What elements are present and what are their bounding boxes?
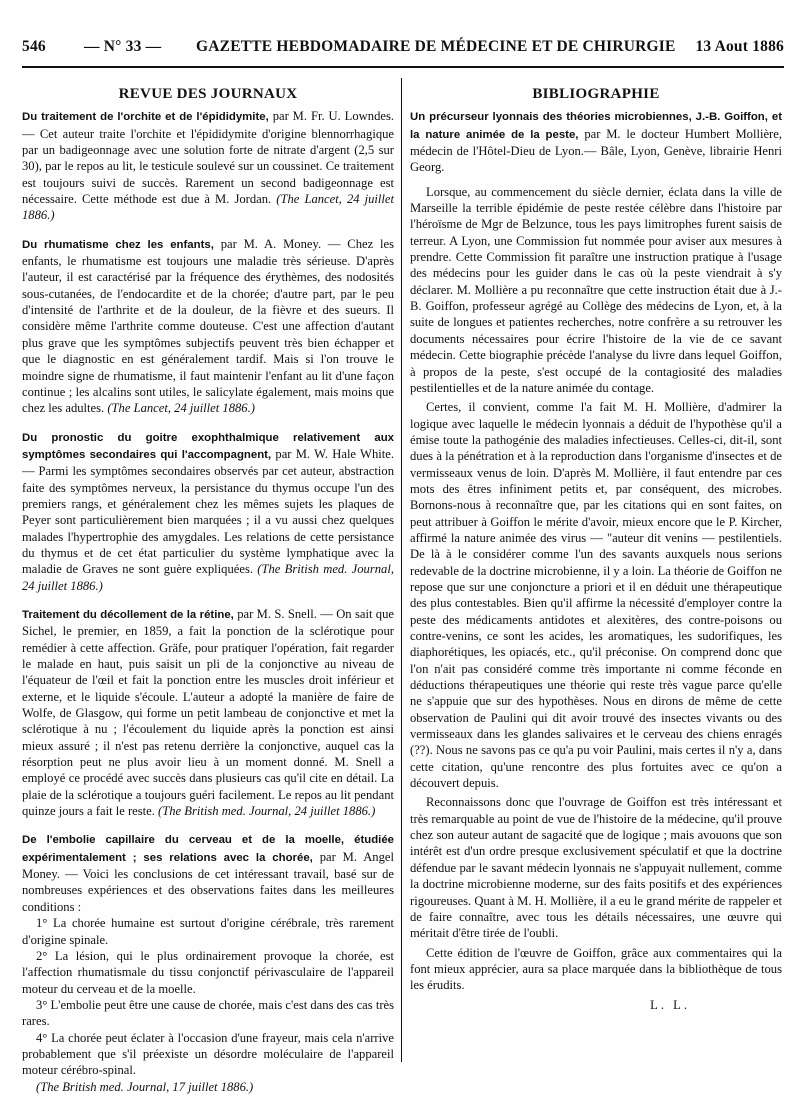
review-paragraph: Reconnaissons donc que l'ouvrage de Goiffon est très intéressant et très remarquable au point de vue de l'histoire de la médecine, qu'il prouve chez son auteur autant de sagacité que de logique ; mais avouons que son intérêt est d'un ordre presque exclusivement spéculatif et que la doctrine défendue par le savant médecin lyonnais ne s'appuyait nullement, comme la doctrine microbienne moderne, sur des faits positifs et des expériences rigoureuses. Quant à M. H. Mollière, il a eu le grand mérite de rappeler et de faire connaître, avec tous les détails nécessaires, une œuvre qui méritait d'être tirée de l'oubli. (410, 795, 782, 941)
list-item: 3° L'embolie peut être une cause de chorée, mais c'est dans des cas très rares. (22, 997, 394, 1029)
journal-title: GAZETTE HEBDOMADAIRE DE MÉDECINE ET DE CHIRURGIE (196, 38, 676, 55)
article-embolie (22, 831, 394, 1095)
article-byline: par M. A. Money. (220, 236, 322, 251)
article-citation: (The British med. Journal, 17 juillet 1886.) (36, 1079, 254, 1094)
review-paragraph: Cette édition de l'œuvre de Goiffon, grâce aux commentaires qui la font mieux apprécier, aura sa place marquée dans la bibliothèque de tous les érudits. (410, 945, 782, 993)
article-goitre (22, 429, 394, 594)
header-rule (22, 66, 784, 68)
issue-number: — N° 33 — (84, 38, 162, 55)
article-byline: par M. W. Hale White. (275, 446, 394, 461)
article-heading: Du rhumatisme chez les enfants, (22, 238, 214, 251)
article-body: — Voici les conclusions de cet intéressant travail, basé sur de nombreuses expériences et des observations faites dans les meilleures conditions : (22, 867, 394, 914)
issue-date: 13 Aout 1886 (695, 38, 784, 55)
article-heading: Traitement du décollement de la rétine, (22, 608, 234, 621)
book-author: par M. le docteur Humbert Mollière, médecin de l'Hôtel-Dieu de Lyon.— Bâle, Lyon, Genève, librairie Henri Georg. (410, 126, 782, 175)
article-heading: Du pronostic du goitre exophthalmique relativement aux symptômes secondaires qui l'accompagnent, (22, 431, 394, 461)
article-citation: (The Lancet, 24 juillet 1886.) (22, 192, 394, 223)
article-byline: par M. S. Snell. (237, 606, 317, 621)
article-heading: De l'embolie capillaire du cerveau et de la moelle, étudiée expérimentalement ; ses relations avec la chorée, (22, 834, 394, 864)
section-title-bibliographie: BIBLIOGRAPHIE (532, 86, 660, 102)
article-body: — Parmi les symptômes secondaires observés par cet auteur, abstraction faite des symptômes nerveux, la persistance du thymus occupe l'un des premiers rangs, et généralement chez les mêmes sujets les plaques de Peyer sont particulièrement bien marquées ; il a vu aussi chez quelques malades l'hypertrophie des amygdales. Les relations de cette persistance du thymus et de cet état particulier du système lymphatique avec la maladie de Graves ne sont guère expliquées. (22, 464, 394, 577)
article-rhumatisme (22, 236, 394, 417)
left-column (22, 86, 394, 1107)
conclusions-list (22, 915, 394, 1095)
article-body: — On sait que Sichel, le premier, en 1859, a fait la ponction de la sclérotique pour remédier à cette affection. Gräfe, pour pratiquer l'opération, fait regarder le malade en haut, puis saisit un pli de la conjonctive au niveau de l'équateur de l'œil et fait la ponction entre les muscles droit inférieur et externe, et le liquide s'écoule. L'auteur a adopté la manière de faire de Wolfe, de Glasgow, qui forme un petit lambeau de conjonctive et met la sclérotique à nu ; l'écoulement du liquide après la ponction est ainsi mieux assuré ; il n'est pas retenu derrière la conjonctive, auquel cas la résorption peut ne plus avoir lieu à un moment donné. M. Snell a employé ce procédé avec succès dans plusieurs cas qu'il cite en détail. La plaie de la sclérotique a toujours guéri facilement. Le repos au lit pendant quinze jours a fait le reste. (22, 606, 394, 819)
article-heading: Du traitement de l'orchite et de l'épididymite, (22, 111, 269, 124)
list-item: 1° La chorée humaine est surtout d'origine cérébrale, très rarement d'origine spinale. (22, 916, 394, 947)
article-citation: (The Lancet, 24 juillet 1886.) (107, 401, 255, 416)
article-body: — Cet auteur traite l'orchite et l'épididymite d'origine blennorrhagique par un badigeonnage avec une solution forte de nitrate d'argent (2,5 sur 30), par le repos au lit, le testicule soulevé sur un coussinet. Ce traitement est toujours suivi de succès. Rarement un second badigeonnage est nécessaire. Cette méthode est due à M. Jordan. (22, 126, 394, 207)
article-citation: (The British med. Journal, 24 juillet 1886.) (158, 804, 376, 819)
signature: L. L. (650, 997, 690, 1012)
book-entry (410, 108, 782, 175)
book-heading: Un précurseur lyonnais des théories microbiennes, J.-B. Goiffon, et la nature animée de la peste, (410, 111, 782, 141)
article-byline: par M. Angel Money. (22, 849, 394, 882)
article-byline: par M. Fr. U. Lowndes. (272, 109, 394, 124)
review-paragraph: Lorsque, au commencement du siècle dernier, éclata dans la ville de Marseille la terrible épidémie de peste restée célèbre dans l'histoire par l'héroïsme de Mgr de Belzunce, tous les pays limitrophes furent saisis de terreur. A Lyon, une Commission fut nommée pour aviser aux mesures à prendre. Cette Commission fit paraître une instruction pratique à l'usage des médecins pour les guider dans le cas où la peste viendrait à s'y déclarer. M. Mollière a pu reconnaître que cette instruction était due à J.-B. Goiffon, professeur agrégé au Collège des médecins de Lyon, et, à la suite de longues et patientes recherches, notre confrère a su retrouver les documents nécessaires pour écrire l'histoire de la vie de ce savant médecin. Cette biographie précède l'analyse du livre dans lequel Goiffon, à propos de la peste, s'est occupé de la contagiosité des maladies pestilentielles et de la nature animée du contage. (410, 184, 782, 395)
right-column (410, 86, 782, 1013)
list-item: 4° La chorée peut éclater à l'occasion d'une frayeur, mais cela n'arrive probablement que s'il préexiste un désordre moléculaire de l'appareil moteur cérébro-spinal. (22, 1030, 394, 1078)
article-body: — Chez les enfants, le rhumatisme est toujours une maladie très sérieuse. D'après l'auteur, il est caractérisé par la fréquence des érythèmes, des nodosités sous-cutanées, de l'endocardite et de la chorée; d'autre part, par le peu d'intensité de l'arthrite et de la douleur, de la fièvre et des sueurs. Il considère même l'arthrite comme douteuse. C'est une affection d'autant plus grave que les symptômes subjectifs peuvent très bien échapper et que le diagnostic en est généralement tardif. Mais si l'on trouve le moindre signe de rhumatisme, il faut maintenir l'enfant au lit d'une façon continue ; les alcalins sont utiles, le salicylate également, mais moins que chez les adultes. (22, 236, 394, 416)
section-title-revue: REVUE DES JOURNAUX (118, 86, 298, 102)
column-divider (401, 78, 402, 1062)
page-header (22, 38, 784, 62)
article-orchite (22, 108, 394, 223)
article-citation: (The British med. Journal, 24 juillet 1886.) (22, 562, 394, 593)
article-retine (22, 606, 394, 819)
review-paragraph: Certes, il convient, comme l'a fait M. H. Mollière, d'admirer la logique avec laquelle le médecin lyonnais a déduit de l'hypothèse qu'il a émise toute la pathogénie des maladies infectieuses. Celles-ci, dit-il, sont dues à la pénétration et à la reproduction dans l'organisme d'insectes et de vermisseaux venus de loin. D'après M. Mollière, il faut entendre par ces mots des êtres infiniment petits et, par conséquent, des microbes. Bornons-nous à reconnaître que, par les citations qui en sont faites, on peut attribuer à Goiffon le mérite d'avoir, mieux encore que le P. Kircher, affirmé la nature animée des virus — "auteur dit venins — pestilentiels. De là à le considérer comme l'un des savants auxquels nous serions redevable de la doctrine microbienne, il y a loin. La théorie de Goiffon ne repose que sur une conjoncture a priori et il en déduit une thérapeutique des plus contestables. Bien qu'il affirme la nécessité d'employer contre la peste des médicaments antidotes et alexitères, des contre-poisons ou contre-venins, ce sont les acides, les aromatiques, les sudorifiques, les diaphorétiques, les opiacés, etc., qu'il préconise. On comprend donc que l'on n'ait pas considéré comme très importante ni comme féconde en déductions thérapeutiques une théorie qui reste très vague parce qu'elle ne s'appuie que sur des hypothèses. Nous en dirons de même de cette observation de Paulini qui dit avoir trouvé des insectes vivants ou des vermisseaux dans les glandes salivaires et le cerveau des chiens enragés (??). Nous ne savons pas ce qu'a pu voir Paulini, mais certes il n'y a, dans cette citation, qu'une rencontre des plus fortuites avec ce qu'on a découvert depuis. (410, 400, 782, 791)
page-number: 546 (22, 38, 46, 55)
list-item: 2° La lésion, qui le plus ordinairement provoque la chorée, est l'affection rhumatismale du tissu conjonctif périvasculaire de l'appareil moteur du cerveau et de la moelle. (22, 948, 394, 996)
